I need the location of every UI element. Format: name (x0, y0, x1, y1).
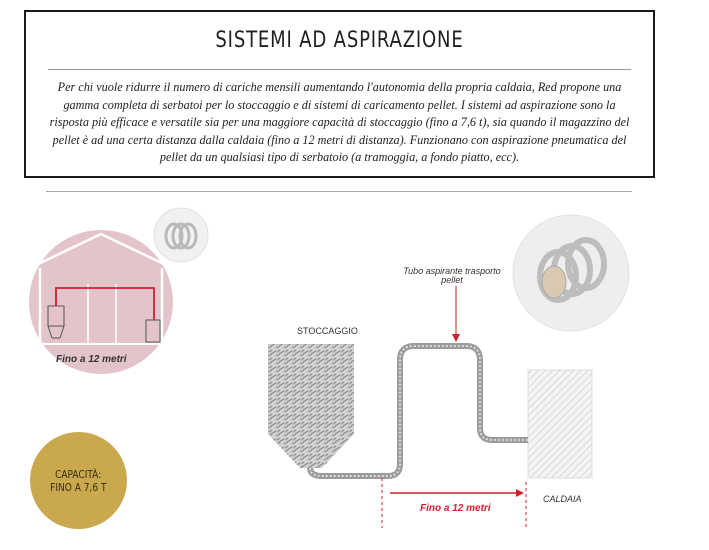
title-divider (48, 69, 631, 70)
tube-label (390, 266, 514, 285)
tube-thumbnail-large (510, 212, 632, 334)
house-distance-label: Fino a 12 metri (56, 354, 127, 365)
system-diagram (260, 210, 709, 550)
intro-paragraph: Per chi vuole ridurre il numero di cariche mensili aumentando l'autonomia della propria caldaia, Red propone una gamma completa di serbatoi per lo stoccaggio e di sistemi di caricamento pellet. I sistemi ad aspirazione sono la risposta più efficace e versatile sia per una maggiore capacità di stoccaggio (fino a 7,6 t), sia quando il magazzino del pellet è ad una certa distanza dalla caldaia (fino a 12 metri di distanza). Funzionano con aspirazione pneumatica del pellet da un qualsiasi tipo di serbatoio (a tramoggia, a fondo piatto, ecc). (49, 80, 630, 165)
section-divider (46, 191, 632, 192)
tube-label-line-2: pellet (441, 275, 463, 285)
storage-label: STOCCAGGIO (297, 326, 358, 336)
header-box (24, 10, 655, 178)
tube-thumbnail-small (152, 206, 210, 264)
boiler-unit (528, 370, 592, 478)
storage-pile (268, 344, 354, 468)
capacity-badge (30, 432, 127, 529)
system-distance-label: Fino a 12 metri (420, 503, 491, 514)
tube-label-line-1: Tubo aspirante trasporto (403, 266, 501, 276)
badge-line-2: FINO A 7,6 T (50, 480, 107, 494)
boiler-label: CALDAIA (543, 494, 582, 504)
badge-line-1: CAPACITÀ: (55, 467, 102, 481)
page-title: SISTEMI AD ASPIRAZIONE (215, 28, 464, 53)
